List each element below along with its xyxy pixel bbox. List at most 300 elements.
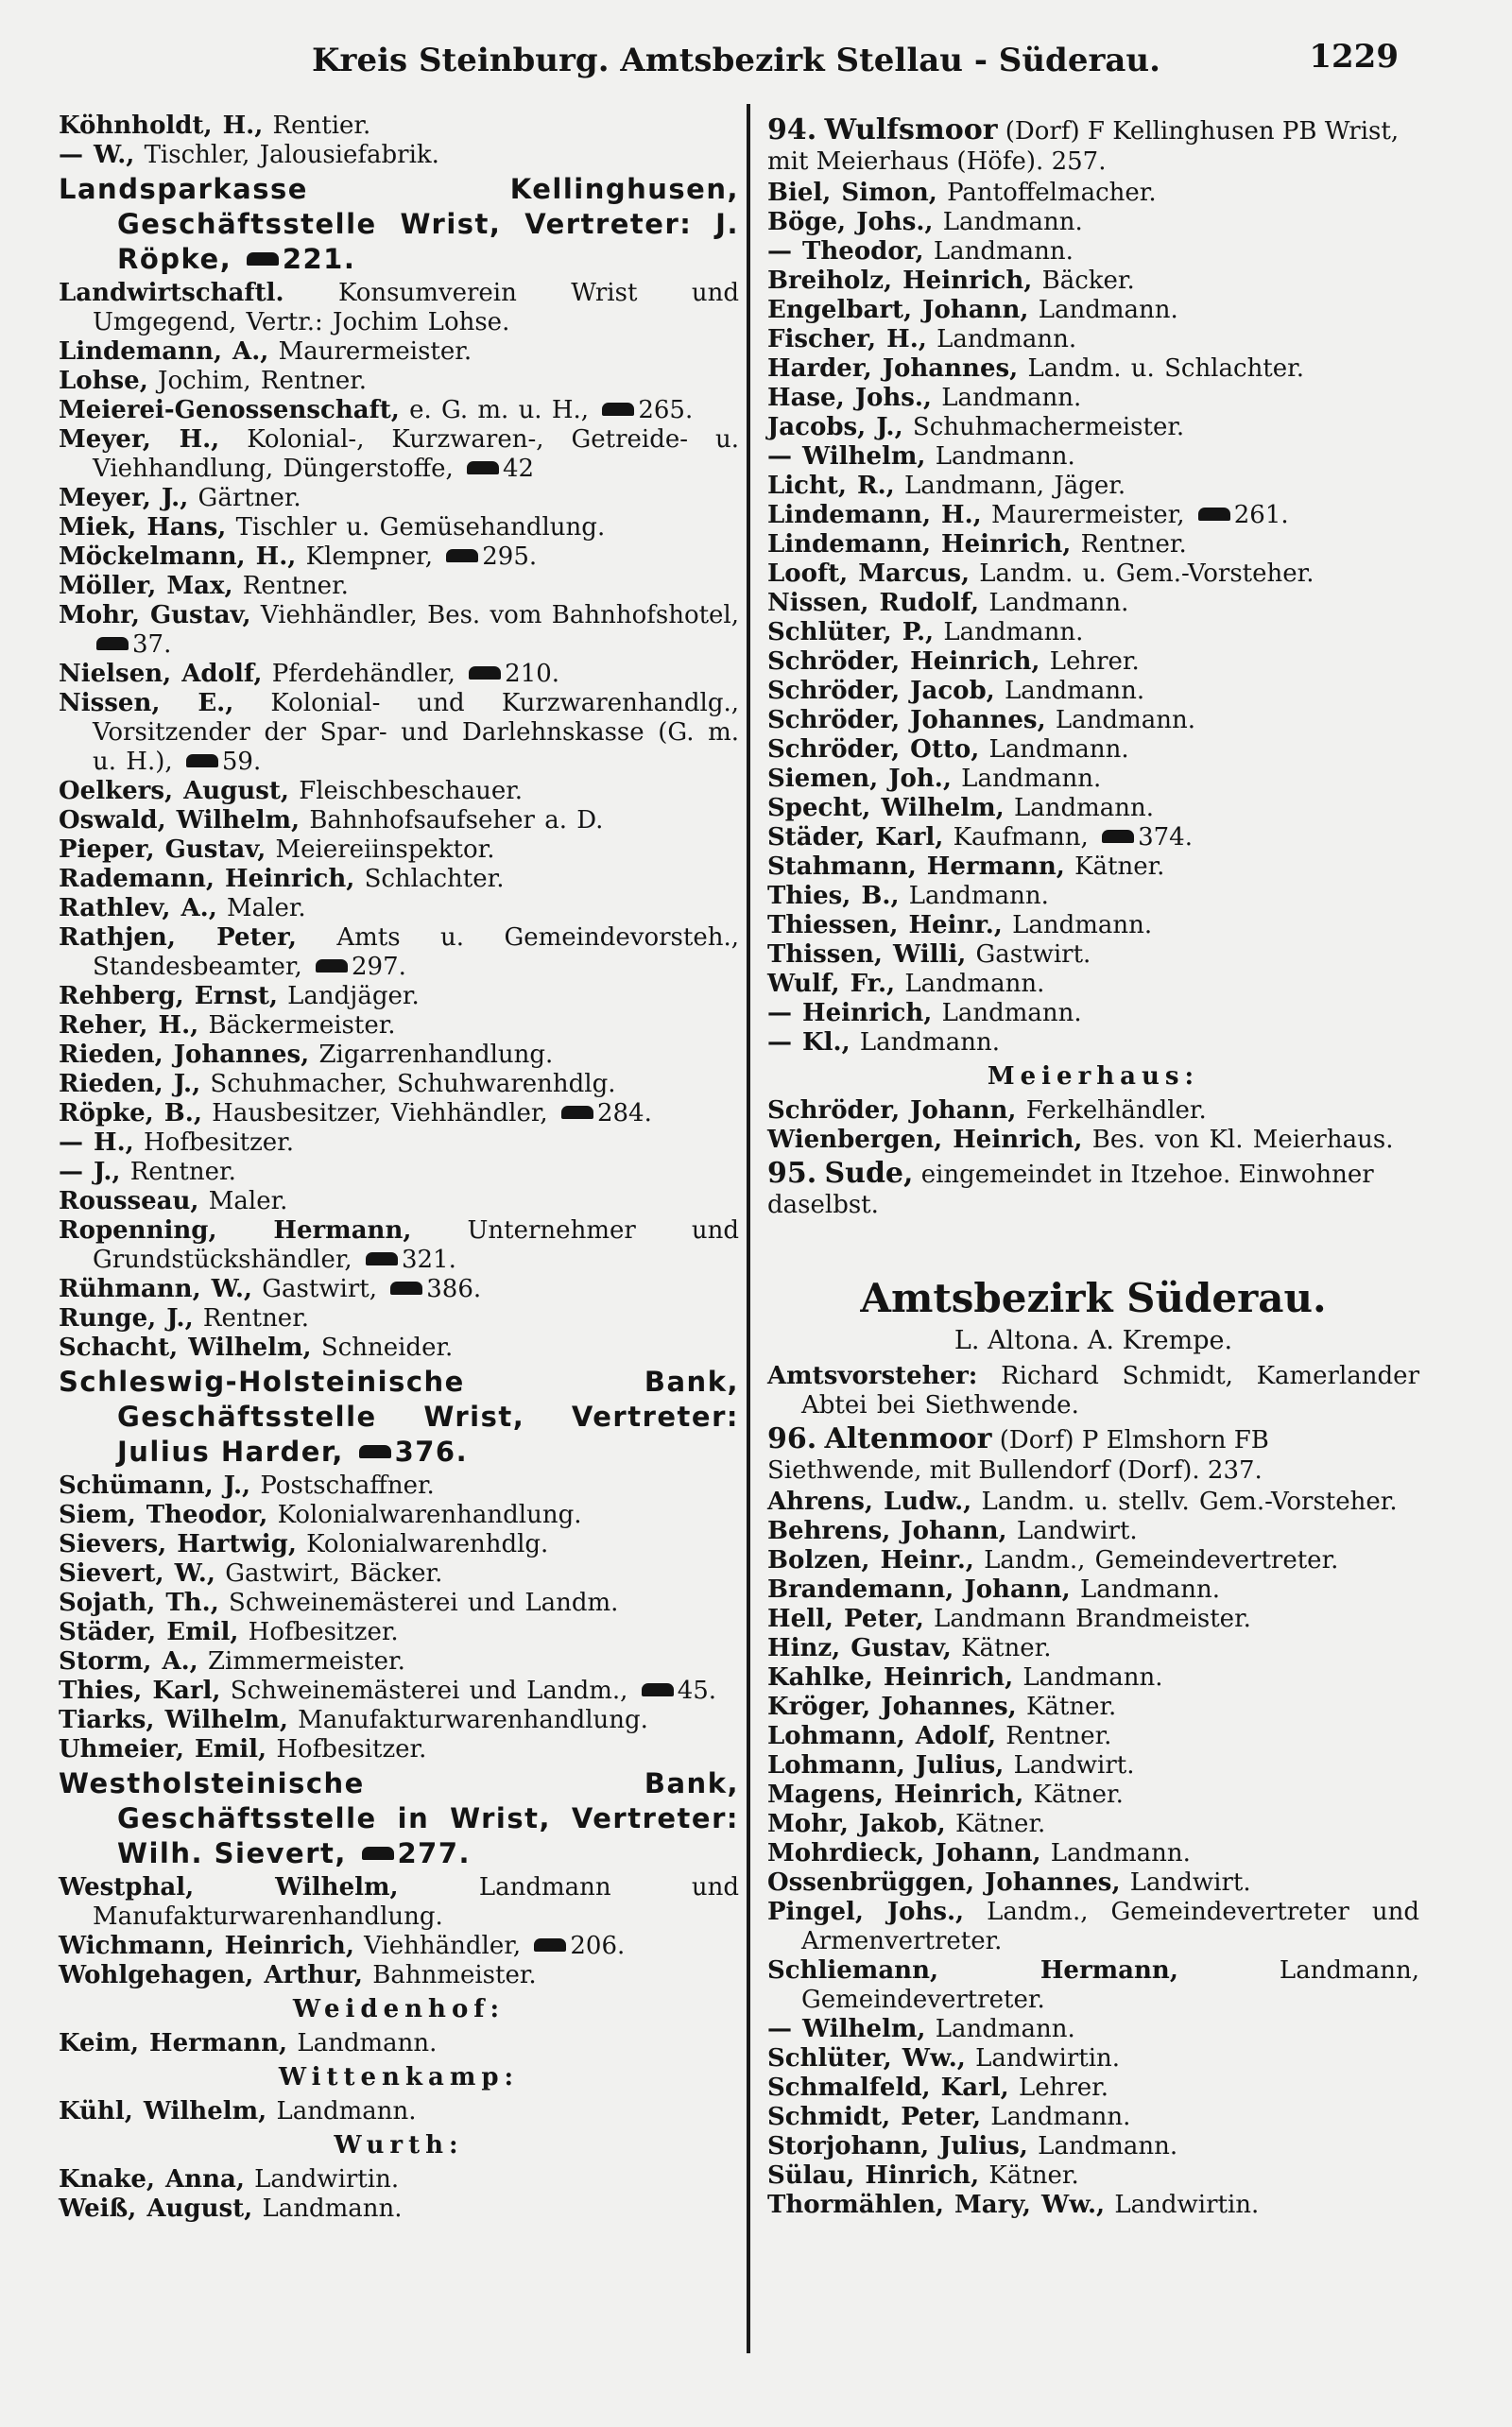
directory-entry	[59, 1932, 739, 1961]
entry-text: Bes. von Kl. Meierhaus.	[1091, 1126, 1394, 1154]
locality-heading-text: Wurth:	[334, 2131, 464, 2160]
directory-entry	[767, 706, 1419, 735]
entry-name: Miek, Hans,	[59, 513, 227, 542]
entry-text: Landjäger.	[287, 982, 420, 1010]
entry-name: Looft, Marcus,	[767, 559, 971, 588]
directory-entry	[59, 1961, 739, 1990]
entry-phone: 45.	[677, 1677, 717, 1705]
entry-text: Landmann Brandmeister.	[934, 1605, 1251, 1633]
entry-text: Hofbesitzer.	[248, 1618, 399, 1646]
entry-name: Lohmann, Adolf,	[767, 1722, 997, 1750]
directory-entry	[59, 1589, 739, 1618]
entry-text: Pantoffelmacher.	[947, 179, 1157, 207]
entry-name: Rathjen, Peter,	[59, 923, 297, 952]
directory-entry	[767, 1575, 1419, 1605]
entry-text: Landmann.	[935, 2015, 1075, 2043]
telephone-icon	[362, 1847, 394, 1860]
place-number: 95.	[767, 1157, 817, 1190]
entry-name: Schümann, J.,	[59, 1472, 251, 1500]
entry-text: Landmann.	[297, 2029, 438, 2057]
directory-entry	[59, 982, 739, 1011]
directory-entry	[767, 823, 1419, 852]
directory-entry	[59, 689, 739, 777]
entry-name: Lindemann, H.,	[767, 501, 982, 529]
entry-text: Postschaffner.	[260, 1472, 435, 1500]
entry-name: Siem, Theodor,	[59, 1501, 268, 1529]
directory-entry	[767, 2132, 1419, 2161]
entry-text: Hofbesitzer.	[144, 1128, 295, 1157]
entry-text: Landmann.	[935, 442, 1075, 471]
directory-entry	[59, 1275, 739, 1304]
directory-entry	[767, 1839, 1419, 1868]
entry-text: Rentier.	[272, 112, 371, 140]
entry-name: Weiß, August,	[59, 2195, 253, 2223]
directory-entry	[767, 1781, 1419, 1810]
directory-entry	[767, 1634, 1419, 1663]
entry-name: Thiessen, Heinr.,	[767, 911, 1003, 939]
entry-name: — Theodor,	[767, 237, 924, 266]
directory-entry	[767, 1605, 1419, 1634]
entry-name: Breiholz, Heinrich,	[767, 267, 1033, 295]
entry-text: Gastwirt,	[262, 1275, 377, 1303]
telephone-icon	[446, 549, 478, 562]
entry-name: Röpke, B.,	[59, 1099, 202, 1127]
entry-text: Landmann.	[1014, 794, 1155, 822]
entry-text: Kaufmann,	[953, 823, 1089, 852]
entry-text: Landmann.	[859, 1028, 1000, 1057]
bank-entry	[59, 1365, 739, 1470]
entry-name: Keim, Hermann,	[59, 2029, 288, 2057]
entry-text: Landmann.	[262, 2195, 403, 2223]
entry-name: Wienbergen, Heinrich,	[767, 1126, 1083, 1154]
entry-phone: 284.	[596, 1099, 652, 1127]
entry-name: Kröger, Johannes,	[767, 1693, 1017, 1721]
directory-entry	[767, 1722, 1419, 1751]
entry-text: Tischler, Jalousiefabrik.	[144, 141, 439, 169]
entry-name: Storm, A.,	[59, 1647, 198, 1676]
entry-name: Ahrens, Ludw.,	[767, 1488, 972, 1516]
entry-text: Landm. u. stellv. Gem.-Vorsteher.	[981, 1488, 1398, 1516]
entry-text: Landmann.	[990, 2103, 1131, 2131]
entry-text: Bahnmeister.	[372, 1961, 537, 1989]
directory-entry	[767, 1693, 1419, 1722]
entry-text: Pferdehändler,	[271, 660, 455, 688]
entry-text: Viehhändler,	[364, 1932, 522, 1960]
entry-name: Schmalfeld, Karl,	[767, 2074, 1009, 2102]
entry-name: Rühmann, W.,	[59, 1275, 252, 1303]
directory-entry	[767, 237, 1419, 267]
directory-entry	[59, 513, 739, 542]
directory-entry	[767, 1488, 1419, 1517]
telephone-icon	[247, 252, 279, 266]
entry-text: Kätner.	[954, 1810, 1046, 1838]
entry-text: Rentner.	[129, 1158, 236, 1186]
entry-name: Städer, Emil,	[59, 1618, 239, 1646]
entry-name: Biel, Simon,	[767, 179, 937, 207]
entry-name: Mohr, Gustav,	[59, 601, 251, 629]
entry-text: Schuhmacher, Schuhwarenhdlg.	[210, 1070, 616, 1098]
entry-name: Lindemann, A.,	[59, 337, 269, 366]
directory-entry	[59, 660, 739, 689]
entry-name: Thies, B.,	[767, 882, 900, 910]
place-number: 96.	[767, 1422, 817, 1455]
entry-name: Schacht, Wilhelm,	[59, 1334, 312, 1362]
directory-entry	[767, 677, 1419, 706]
telephone-icon	[1198, 508, 1230, 521]
entry-name: Schlüter, P.,	[767, 618, 935, 646]
directory-entry	[59, 1187, 739, 1216]
directory-entry	[59, 894, 739, 923]
entry-text: Kolonial- und Kurzwarenhandlg., Vorsitzender der Spar- und Darlehnskasse (G. m. u. H.),	[93, 689, 739, 776]
entry-text: Landwirtin.	[254, 2165, 400, 2194]
directory-entry	[59, 865, 739, 894]
directory-entry	[59, 1530, 739, 1559]
entry-name: Behrens, Johann,	[767, 1517, 1007, 1545]
directory-entry	[767, 2161, 1419, 2191]
entry-text: Maler.	[208, 1187, 288, 1215]
district-heading	[767, 1275, 1419, 1322]
entry-text: Maler.	[227, 894, 306, 922]
entry-name: Wichmann, Heinrich,	[59, 1932, 354, 1960]
entry-name: Meyer, J.,	[59, 484, 189, 512]
directory-entry	[59, 1735, 739, 1764]
entry-name: Schröder, Jacob,	[767, 677, 995, 705]
entry-text: Hofbesitzer.	[276, 1735, 427, 1764]
place-heading	[767, 115, 1419, 177]
directory-entry	[767, 2191, 1419, 2220]
directory-entry	[59, 1070, 739, 1099]
directory-entry	[59, 777, 739, 806]
entry-name: Knake, Anna,	[59, 2165, 245, 2194]
entry-text: Lehrer.	[1018, 2074, 1109, 2102]
entry-text: Landmann.	[936, 325, 1077, 353]
entry-phone: 42	[503, 455, 535, 483]
entry-name: Wulf, Fr.,	[767, 970, 896, 998]
directory-entry	[767, 970, 1419, 999]
telephone-icon	[467, 461, 499, 474]
entry-text: Zimmermeister.	[207, 1647, 405, 1676]
directory-entry	[767, 296, 1419, 325]
directory-entry	[59, 835, 739, 865]
directory-entry	[767, 1362, 1419, 1420]
directory-entry	[59, 601, 739, 660]
entry-name: Westphal, Wilhelm,	[59, 1873, 399, 1902]
directory-entry	[767, 1751, 1419, 1781]
entry-text: Kätner.	[1033, 1781, 1124, 1809]
directory-entry	[59, 2165, 739, 2195]
directory-entry	[59, 1099, 739, 1128]
entry-text: Landmann.	[1022, 1663, 1163, 1692]
entry-text: Rentner.	[1005, 1722, 1112, 1750]
entry-name: Pieper, Gustav,	[59, 835, 266, 864]
directory-entry	[767, 735, 1419, 765]
bank-text: Landsparkasse Kellinghusen, Geschäftsstelle Wrist, Vertreter: J. Röpke,	[59, 173, 739, 275]
entry-name: Schröder, Heinrich,	[767, 647, 1040, 676]
entry-name: Hinz, Gustav,	[767, 1634, 952, 1662]
entry-text: Maurermeister,	[991, 501, 1185, 529]
entry-text: Schweinemästerei und Landm.	[229, 1589, 619, 1617]
entry-name: — W.,	[59, 141, 135, 169]
locality-heading	[767, 1061, 1419, 1093]
directory-entry	[767, 472, 1419, 501]
entry-text: Landmann.	[942, 208, 1083, 236]
entry-text: Landmann.	[943, 618, 1084, 646]
entry-text: Kolonialwarenhandlung.	[277, 1501, 582, 1529]
directory-entry	[767, 1096, 1419, 1126]
entry-text: Schneider.	[320, 1334, 454, 1362]
entry-text: Landmann.	[276, 2097, 417, 2126]
entry-text: Schlachter.	[364, 865, 505, 893]
entry-name: Stahmann, Hermann,	[767, 852, 1065, 881]
entry-text: Landmann.	[1079, 1575, 1221, 1604]
directory-entry	[59, 141, 739, 170]
entry-name: Mohrdieck, Johann,	[767, 1839, 1041, 1868]
entry-text: Landmann.	[988, 735, 1129, 764]
place-text: (Dorf) F Kellinghusen PB Wrist, mit Meierhaus (Höfe). 257.	[767, 117, 1400, 176]
entry-name: — H.,	[59, 1128, 134, 1157]
entry-text: Gärtner.	[198, 484, 301, 512]
place-text: eingemeindet in Itzehoe. Einwohner daselbst.	[767, 1161, 1374, 1219]
entry-text: Bäcker.	[1041, 267, 1135, 295]
directory-entry	[767, 2074, 1419, 2103]
directory-entry	[767, 354, 1419, 384]
directory-entry	[59, 396, 739, 425]
entry-text: Ferkelhändler.	[1025, 1096, 1207, 1125]
entry-text: Rentner.	[1080, 530, 1187, 559]
bank-text: Westholsteinische Bank, Geschäftsstelle in Wrist, Vertreter: Wilh. Sievert,	[59, 1767, 739, 1869]
entry-text: Kätner.	[1025, 1693, 1117, 1721]
entry-text: Landmann.	[1038, 2132, 1178, 2160]
telephone-icon	[561, 1106, 593, 1119]
entry-name: Ropenning, Hermann,	[59, 1216, 412, 1245]
directory-entry	[767, 208, 1419, 237]
entry-name: Bolzen, Heinr.,	[767, 1546, 974, 1575]
page-header	[312, 38, 1399, 91]
entry-name: Thies, Karl,	[59, 1677, 221, 1705]
entry-text: Landwirt.	[1129, 1868, 1251, 1897]
district-subheading	[767, 1326, 1419, 1356]
column-divider	[747, 104, 750, 2353]
telephone-icon	[390, 1282, 422, 1295]
entry-text: Tischler u. Gemüsehandlung.	[235, 513, 606, 542]
directory-entry	[767, 647, 1419, 677]
directory-entry	[767, 882, 1419, 911]
entry-name: — J.,	[59, 1158, 121, 1186]
telephone-icon	[366, 1252, 398, 1265]
entry-name: Möckelmann, H.,	[59, 542, 297, 571]
directory-entry	[59, 1706, 739, 1735]
entry-text: Landmann.	[908, 882, 1049, 910]
entry-text: Viehhändler, Bes. vom Bahnhofshotel,	[260, 601, 740, 629]
telephone-icon	[359, 1445, 391, 1458]
entry-name: Sülau, Hinrich,	[767, 2161, 980, 2190]
directory-entry	[59, 2097, 739, 2126]
directory-entry	[59, 2029, 739, 2058]
entry-text: Kätner.	[961, 1634, 1052, 1662]
entry-text: Landwirtin.	[975, 2044, 1121, 2073]
entry-name: Lohse,	[59, 367, 148, 395]
place-heading	[767, 1159, 1419, 1220]
entry-name: Nissen, Rudolf,	[767, 589, 980, 617]
directory-entry	[59, 1158, 739, 1187]
locality-heading-text: Weidenhof:	[292, 1995, 506, 2023]
entry-text: Landmann.	[1005, 677, 1145, 705]
entry-name: Nissen, E.,	[59, 689, 234, 717]
entry-name: Böge, Johs.,	[767, 208, 934, 236]
entry-phone: 295.	[482, 542, 538, 571]
directory-entry	[767, 2044, 1419, 2074]
entry-text: Landmann, Jäger.	[903, 472, 1126, 500]
entry-name: Tiarks, Wilhelm,	[59, 1706, 288, 1734]
directory-entry	[59, 337, 739, 367]
directory-entry	[767, 325, 1419, 354]
bank-phone: 277.	[397, 1837, 472, 1869]
entry-text: Landm., Gemeindevertreter und Armenvertreter.	[801, 1898, 1420, 1955]
entry-name: — Wilhelm,	[767, 2015, 926, 2043]
entry-name: Rieden, J.,	[59, 1070, 201, 1098]
entry-text: Landmann.	[941, 999, 1082, 1027]
telephone-icon	[316, 959, 348, 973]
entry-name: Kahlke, Heinrich,	[767, 1663, 1014, 1692]
entry-name: — Heinrich,	[767, 999, 933, 1027]
entry-name: Meierei-Genossenschaft,	[59, 396, 400, 424]
directory-entry	[767, 530, 1419, 559]
entry-text: Landmann.	[1038, 296, 1178, 324]
entry-phone: 206.	[570, 1932, 626, 1960]
entry-text: Landwirt.	[1016, 1517, 1138, 1545]
entry-name: Rademann, Heinrich,	[59, 865, 355, 893]
bank-entry	[59, 172, 739, 277]
directory-entry	[767, 1028, 1419, 1058]
directory-entry	[767, 179, 1419, 208]
directory-entry	[59, 1873, 739, 1932]
entry-text: Gastwirt.	[975, 940, 1091, 969]
directory-entry	[59, 1677, 739, 1706]
entry-text: Kätner.	[1074, 852, 1165, 881]
directory-entry	[767, 559, 1419, 589]
entry-name: Lindemann, Heinrich,	[767, 530, 1072, 559]
entry-name: Storjohann, Julius,	[767, 2132, 1028, 2160]
locality-heading	[59, 2130, 739, 2161]
entry-name: Hase, Johs.,	[767, 384, 932, 412]
entry-name: Magens, Heinrich,	[767, 1781, 1024, 1809]
entry-name: Schlüter, Ww.,	[767, 2044, 966, 2073]
entry-name: Sojath, Th.,	[59, 1589, 219, 1617]
place-number: 94.	[767, 113, 817, 146]
entry-text: Landm., Gemeindevertreter.	[984, 1546, 1339, 1575]
right-column	[767, 112, 1419, 2220]
entry-text: Jochim, Rentner.	[158, 367, 368, 395]
directory-entry	[59, 1041, 739, 1070]
directory-entry	[59, 1647, 739, 1677]
entry-phone: 59.	[221, 748, 262, 776]
entry-text: Klempner,	[305, 542, 433, 571]
entry-text: Landwirtin.	[1114, 2191, 1260, 2219]
telephone-icon	[96, 637, 129, 650]
place-name: Sude,	[824, 1157, 914, 1190]
directory-entry	[59, 1128, 739, 1158]
entry-text: Schuhmachermeister.	[912, 413, 1185, 441]
directory-entry	[767, 1956, 1419, 2015]
entry-name: — Kl.,	[767, 1028, 850, 1057]
entry-phone: 265.	[638, 396, 694, 424]
telephone-icon	[534, 1938, 566, 1952]
locality-heading-text: Wittenkamp:	[278, 2063, 520, 2091]
entry-name: Nielsen, Adolf,	[59, 660, 263, 688]
entry-text: Landmann.	[933, 237, 1074, 266]
entry-name: Lohmann, Julius,	[767, 1751, 1005, 1780]
bank-phone: 221.	[282, 243, 356, 275]
entry-phone: 261.	[1233, 501, 1289, 529]
entry-name: Licht, R.,	[767, 472, 895, 500]
entry-name: Fischer, H.,	[767, 325, 927, 353]
entry-text: Manufakturwarenhandlung.	[298, 1706, 648, 1734]
directory-entry	[59, 425, 739, 484]
entry-text: Unternehmer und Grundstückshändler,	[93, 1216, 740, 1274]
entry-name: Engelbart, Johann,	[767, 296, 1029, 324]
entry-phone: 297.	[352, 953, 406, 981]
entry-name: Kühl, Wilhelm,	[59, 2097, 267, 2126]
entry-text: Kolonialwarenhdlg.	[306, 1530, 549, 1558]
place-heading	[767, 1424, 1419, 1486]
directory-entry	[59, 1334, 739, 1363]
entry-name: Rousseau,	[59, 1187, 199, 1215]
entry-text: Rentner.	[242, 572, 349, 600]
entry-text: Zigarrenhandlung.	[318, 1041, 554, 1069]
entry-name: Hell, Peter,	[767, 1605, 924, 1633]
entry-text: Landmann, Gemeindevertreter.	[801, 1956, 1419, 2014]
directory-entry	[59, 1304, 739, 1334]
entry-phone: 386.	[426, 1275, 482, 1303]
entry-text: Bäckermeister.	[208, 1011, 396, 1040]
directory-entry	[767, 1663, 1419, 1693]
entry-text: Schweinemästerei und Landm.,	[230, 1677, 628, 1705]
running-title: Kreis Steinburg. Amtsbezirk Stellau - Süderau.	[312, 42, 1160, 79]
entry-name: Oelkers, August,	[59, 777, 289, 805]
directory-entry	[59, 1011, 739, 1041]
entry-name: Reher, H.,	[59, 1011, 199, 1040]
entry-phone: 210.	[505, 660, 560, 688]
directory-entry	[767, 267, 1419, 296]
directory-entry	[59, 112, 739, 141]
entry-name: Wohlgehagen, Arthur,	[59, 1961, 363, 1989]
entry-name: Mohr, Jakob,	[767, 1810, 946, 1838]
entry-name: — Wilhelm,	[767, 442, 926, 471]
directory-entry	[767, 589, 1419, 618]
entry-name: Schliemann, Hermann,	[767, 1956, 1178, 1985]
entry-name: Sievers, Hartwig,	[59, 1530, 297, 1558]
directory-entry	[59, 1501, 739, 1530]
directory-entry	[767, 1898, 1419, 1956]
place-name: Altenmoor	[824, 1422, 992, 1455]
entry-text: Richard Schmidt, Kamerlander Abtei bei Siethwende.	[801, 1362, 1419, 1420]
directory-entry	[767, 2015, 1419, 2044]
entry-phone: 374.	[1138, 823, 1193, 852]
directory-entry	[767, 999, 1419, 1028]
entry-name: Siemen, Joh.,	[767, 765, 952, 793]
entry-phone: 321.	[401, 1246, 456, 1274]
entry-text: Landmann.	[904, 970, 1045, 998]
directory-entry	[59, 2195, 739, 2224]
bank-phone: 376.	[394, 1436, 469, 1468]
entry-text: Landmann.	[988, 589, 1129, 617]
directory-entry	[767, 940, 1419, 970]
entry-name: Schmidt, Peter,	[767, 2103, 981, 2131]
entry-name: Ossenbrüggen, Johannes,	[767, 1868, 1121, 1897]
entry-text: Landmann.	[1012, 911, 1153, 939]
directory-entry	[59, 1559, 739, 1589]
locality-heading	[59, 2062, 739, 2093]
